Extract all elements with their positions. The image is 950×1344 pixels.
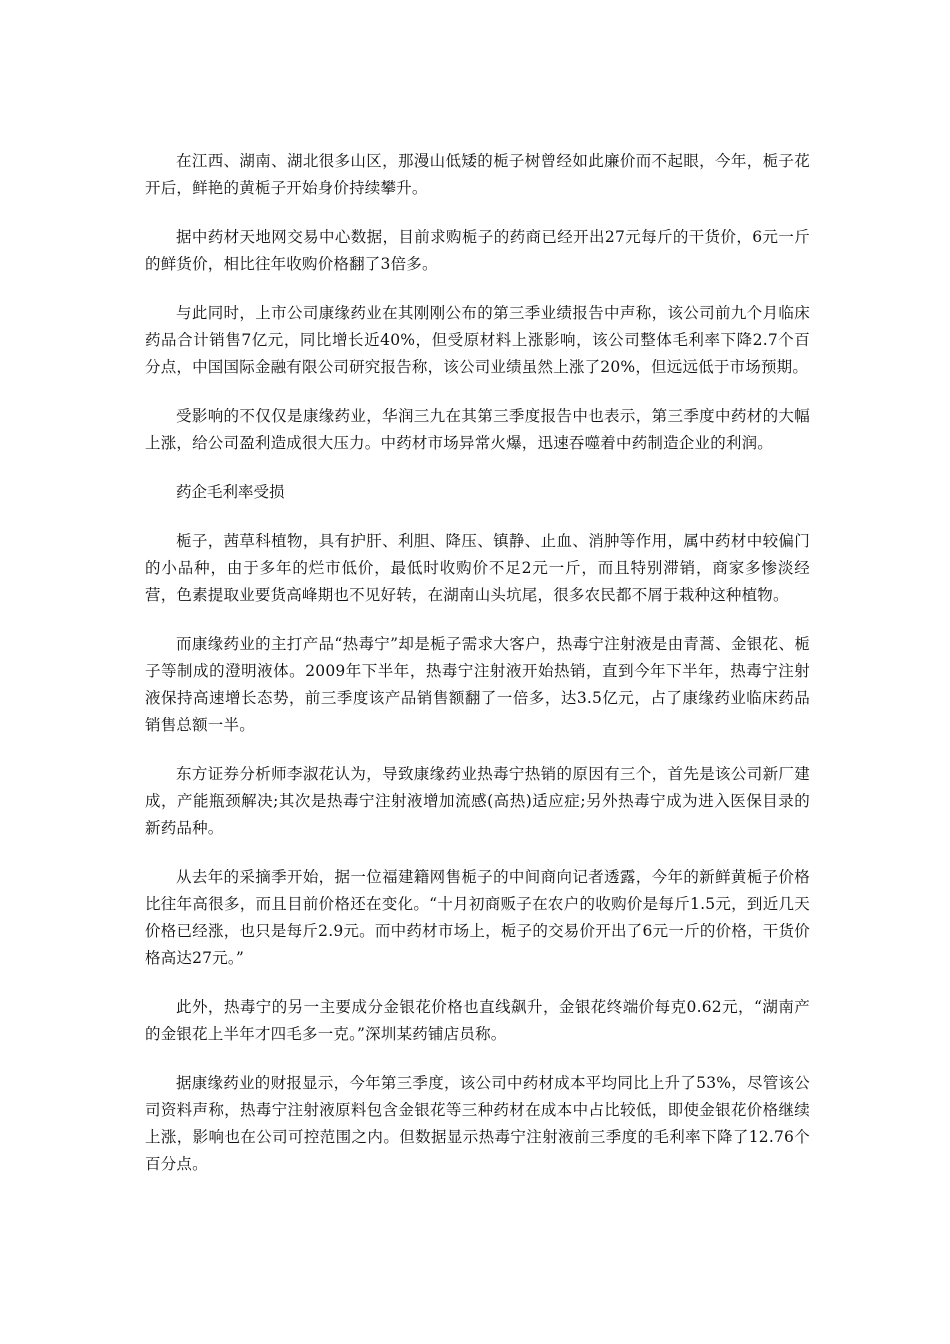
paragraph-1: 在江西、湖南、湖北很多山区，那漫山低矮的栀子树曾经如此廉价而不起眼，今年，栀子花开后，鲜艳的黄栀子开始身价持续攀升。: [145, 152, 810, 197]
paragraph-8: 从去年的采摘季开始，据一位福建籍网售栀子的中间商向记者透露，今年的新鲜黄栀子价格比往年高很多，而且目前价格还在变化。“十月初商贩子在农户的收购价是每斤1.5元，到近几天价格已经涨，也只是每斤2.9元。而中药材市场上，栀子的交易价开出了6元一斤的价格，干货价格高达27元。”: [145, 868, 810, 967]
paragraph-10: 据康缘药业的财报显示，今年第三季度，该公司中药材成本平均同比上升了53%，尽管该公司资料声称，热毒宁注射液原料包含金银花等三种药材在成本中占比较低，即使金银花价格继续上涨，影响也在公司可控范围之内。但数据显示热毒宁注射液前三季度的毛利率下降了12.76个百分点。: [145, 1074, 810, 1173]
paragraph-9: 此外，热毒宁的另一主要成分金银花价格也直线飙升，金银花终端价每克0.62元，“湖南产的金银花上半年才四毛多一克。”深圳某药铺店员称。: [145, 998, 810, 1043]
section-heading: 药企毛利率受损: [176, 483, 285, 501]
paragraph-4: 受影响的不仅仅是康缘药业，华润三九在其第三季度报告中也表示，第三季度中药材的大幅上涨，给公司盈利造成很大压力。中药材市场异常火爆，迅速吞噬着中药制造企业的利润。: [145, 407, 810, 452]
document-page: [145, 148, 810, 1200]
paragraph-7: 东方证券分析师李淑花认为，导致康缘药业热毒宁热销的原因有三个，首先是该公司新厂建成，产能瓶颈解决;其次是热毒宁注射液增加流感(高热)适应症;另外热毒宁成为进入医保目录的新药品种。: [145, 765, 810, 837]
paragraph-3: 与此同时，上市公司康缘药业在其刚刚公布的第三季业绩报告中声称，该公司前九个月临床药品合计销售7亿元，同比增长近40%，但受原材料上涨影响，该公司整体毛利率下降2.7个百分点，中国国际金融有限公司研究报告称，该公司业绩虽然上涨了20%，但远远低于市场预期。: [145, 304, 810, 376]
paragraph-6: 而康缘药业的主打产品“热毒宁”却是栀子需求大客户，热毒宁注射液是由青蒿、金银花、栀子等制成的澄明液体。2009年下半年，热毒宁注射液开始热销，直到今年下半年，热毒宁注射液保持高速增长态势，前三季度该产品销售额翻了一倍多，达3.5亿元，占了康缘药业临床药品销售总额一半。: [145, 635, 810, 734]
paragraph-5: 栀子，茜草科植物，具有护肝、利胆、降压、镇静、止血、消肿等作用，属中药材中较偏门的小品种，由于多年的烂市低价，最低时收购价不足2元一斤，而且特别滞销，商家多惨淡经营，色素提取业要货高峰期也不见好转，在湖南山头坑尾，很多农民都不屑于栽种这种植物。: [145, 532, 810, 604]
paragraph-2: 据中药材天地网交易中心数据，目前求购栀子的药商已经开出27元每斤的干货价，6元一斤的鲜货价，相比往年收购价格翻了3倍多。: [145, 228, 810, 273]
